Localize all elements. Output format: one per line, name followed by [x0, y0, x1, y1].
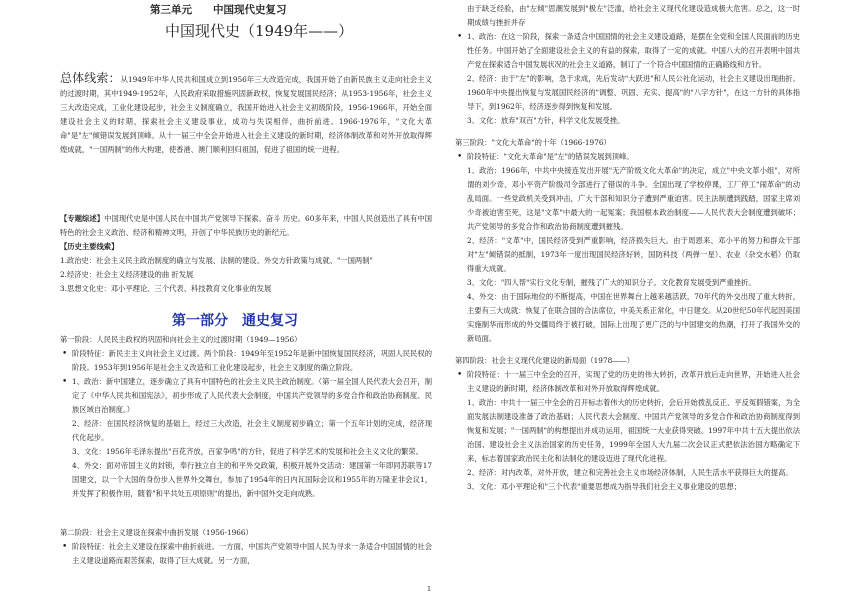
stage2-item: • 1、政治：在这一阶段，探索一条适合中国国情的社会主义建设道路，是摆在全党和全国人民面前的历史性任务。中国开始了全面建设社会主义的有益的探索，取得了一定的成就。中国八大的召开表明中国共产党在探索适合中国发展状况的社会主义道路，制订了一个符合中国国情的正确路线和方针。 — [455, 30, 800, 72]
stage4-item: 2、经济：对内改革，对外开放，建立和完善社会主义市场经济体制，人民生活水平获得巨大的提高。 — [467, 468, 793, 477]
threads-label: 【历史主要线索】 — [60, 242, 119, 251]
overview-section — [60, 71, 432, 157]
stage4-title: 第四阶段：社会主义现代化建设的新局面（1978——） — [455, 356, 635, 365]
stage2-item: 2、经济：由于"左"的影响，急于求成，先后发动"大跃进"和人民公社化运动，社会主义建设出现曲折。1960年中央提出恢复与发展国民经济的"调整、巩固、充实、提高"的"八字方针"，在这一方针的具体指导下，到1962年，经济逐步得到恢复和发展。 — [467, 74, 800, 111]
stage4-item: 3、文化：邓小平理论和"三个代表"重要思想成为指导我们社会主义事业建设的思想； — [467, 482, 742, 491]
stage2-title: 第二阶段：社会主义建设在探索中曲折发展（1956-1966） — [60, 528, 253, 537]
stage4-feature: • 阶段特征：十一届三中全会的召开，实现了党的历史的伟大转折，改革开放后走向世界，开始进入社会主义建设的新时期，经济体制改革和对外开放取得辉煌成就。 — [455, 368, 800, 396]
stage3-item: 3、文化："四人帮"实行文化专制，摧残了广大的知识分子。文化教育发展受到严重挫折。 — [467, 278, 756, 287]
stage4-item: 1、政治：中共十一届三中全会的召开标志着伟大的历史转折，会后开始拨乱反正、平反冤假错案，为全面发展法制建设准备了政治基础；人民代表大会制度、中国共产党领导的多党合作和政治协商制度得到恢复和发展；"一国两制"的构想提出并成功运用，祖国统一大业获得突破。1997年中共十五大提出依法治国、建设社会主义法治国家的历史任务，1999年全国人大九届二次会议正式把依法治国方略确定下来，标志着国家政治民主化和法制化的建设迈进了现代化进程。 — [467, 398, 800, 463]
stage3-item: 1、政治：1966年，中共中央接连发出开展"无产阶级文化大革命"的决定，成立"中央文革小组"，对所谓的刘少奇、邓小平资产阶级司令部进行了错误的斗争。全国出现了学校停课，工厂停工"闹革命"的动乱局面。一些党政机关受到冲击，广大干部和知识分子遭到严重迫害。民主法制遭到践踏，国家主席刘少奇被迫害至死，这是"文革"中最大的一起冤案；我国根本政治制度——人民代表大会制度遭到破坏；共产党领导的多党合作和政治协商制度遭到摧残。 — [467, 166, 800, 231]
stage3-item: 4、外交：由于国际地位的不断提高，中国在世界舞台上越来越活跃，70年代的外交出现了重大转折，主要有三大成就：恢复了在联合国的合法席位，中美关系正常化，中日建交。从20世纪50年代起因美国实施制华而形成的外交僵局终于被打破，国际上出现了更广泛的与中国建交的热潮，打开了我国外交的新局面。 — [467, 292, 800, 343]
page-title: 中国现代史（1949年——） — [165, 22, 354, 40]
theme-label: 【专题综述】 — [60, 214, 105, 223]
theme-text: 中国现代史是中国人民在中国共产党领导下探索、奋斗 历史。60多年来，中国人民创造出了具有中国特色的社会主义政治、经济和精神文明，开创了中华民族历史的新纪元。 — [60, 214, 432, 237]
right-column — [455, 2, 800, 494]
theme-section — [60, 212, 432, 296]
stage2-section — [60, 526, 432, 568]
stage2-continue: 由于缺乏经验，由"左倾"思潮发展到"极左"泛滥，给社会主义现代化建设造成极大危害。总之，这一时期成绩与挫折并存 — [467, 4, 800, 27]
stage1-item: 4、外交：面对帝国主义的封锁，奉行独立自主的和平外交政策，积极开展外交活动：建国第一年即同苏联等17国建交，以一个大国的身份步入世界外交舞台，参加了1954年的日内瓦国际会议和1955年的万隆亚非会议1，并发挥了积极作用，随着"和平共处五项原则"的提出，新中国外交走向成熟。 — [72, 461, 432, 498]
thread-item: 1.政治史：社会主义民主政治制度的确立与发展、法制的建设、外交方针政策与成就、"一国两制" — [60, 256, 373, 265]
stage1-feature: • 阶段特征：新民主主义向社会主义过渡。两个阶段：1949年至1952年是新中国恢复国民经济，巩固人民民权的阶段。1953年到1956年是社会主义改造和工业化建设起步，社会主义制度的确立阶段。 — [60, 347, 432, 375]
stage3-feature: • 阶段特征："文化大革命"是"左"的错误发展到顶峰。 — [455, 150, 800, 164]
thread-item: 2.经济史：社会主义经济建设的曲 折发展 — [60, 270, 194, 279]
stage1-item: 3、文化：1956年毛泽东提出"百花齐放，百家争鸣"的方针，促进了科学艺术的发展和社会主义文化的繁荣。 — [72, 447, 423, 456]
stage2-feature: • 阶段特征：社会主义建设在探索中曲折前进。一方面，中国共产党领导中国人民为寻求一条适合中国国情的社会主义建设道路而艰苦探索，取得了巨大成就。另一方面， — [60, 540, 432, 568]
stage1-title: 第一阶段：人民民主政权的巩固和向社会主义的过渡时期（1949—1956） — [60, 335, 302, 344]
stage1-section — [60, 333, 432, 501]
thread-item: 3.思想文化史：邓小平理论、三个代表、科技教育文化事业的发展 — [60, 284, 272, 293]
overview-label: 总体线索： — [60, 71, 121, 85]
stage3-item: 2、经济："文革"中，国民经济受到严重影响，经济损失巨大。由于周恩来、邓小平的努力和群众干部对"左"倾错误的抵制，1973年一度出现国民经济好转，国防科技（两弹一星）、农业（杂交水稻）仍取得重大成就。 — [467, 236, 800, 273]
unit-title: 第三单元 中国现代史复习 — [150, 4, 287, 16]
stage1-item: 2、经济：在国民经济恢复的基础上，经过三大改造，社会主义制度初步确立；第一个五年计划的完成，经济现代化起步。 — [72, 419, 432, 442]
stage3-title: 第三阶段："文化大革命"的十年（1966-1976） — [455, 138, 611, 147]
overview-text: 从1949年中华人民共和国成立到1956年三大改造完成，我国开始了由新民族主义走向社会主义的过渡时期，其中1949-1952年，人民政府采取措施巩固新政权，恢复发展国民经济；从1953-1956年，社会主义三大改造完成，工业化建设起步，社会主义制度确立，我国开始进入社会主义初级阶段，1956-1966年，开始全面建设社会主义的时期，探索社会主义建设事业，成功与失误相伴，曲折前进。1966-1976年，"文化大革命"是"左"倾错误发展到顶峰。从十一届三中全会开始进入社会主义建设的新时期，经济体制改革和对外开放取得辉煌成就，"一国两制"的伟大构建，使香港、澳门顺利回归祖国，促进了祖国的统一进程。 — [60, 75, 432, 154]
page-number: 1 — [427, 585, 432, 593]
stage1-item: • 1、政治：新中国建立，逐步确立了具有中国特色的社会主义民主政治制度。（第一届全国人民代表大会召开，制定了《中华人民共和国宪法》，初步形成了人民代表大会制度，中国共产党领导的多党合作和政治协商制度、民族区域自治制度。） — [60, 375, 432, 417]
part-title: 第一部分 通史复习 — [172, 313, 298, 329]
stage2-item: 3、文化：放弃"双百"方针，科学文化发展受挫。 — [467, 116, 625, 125]
